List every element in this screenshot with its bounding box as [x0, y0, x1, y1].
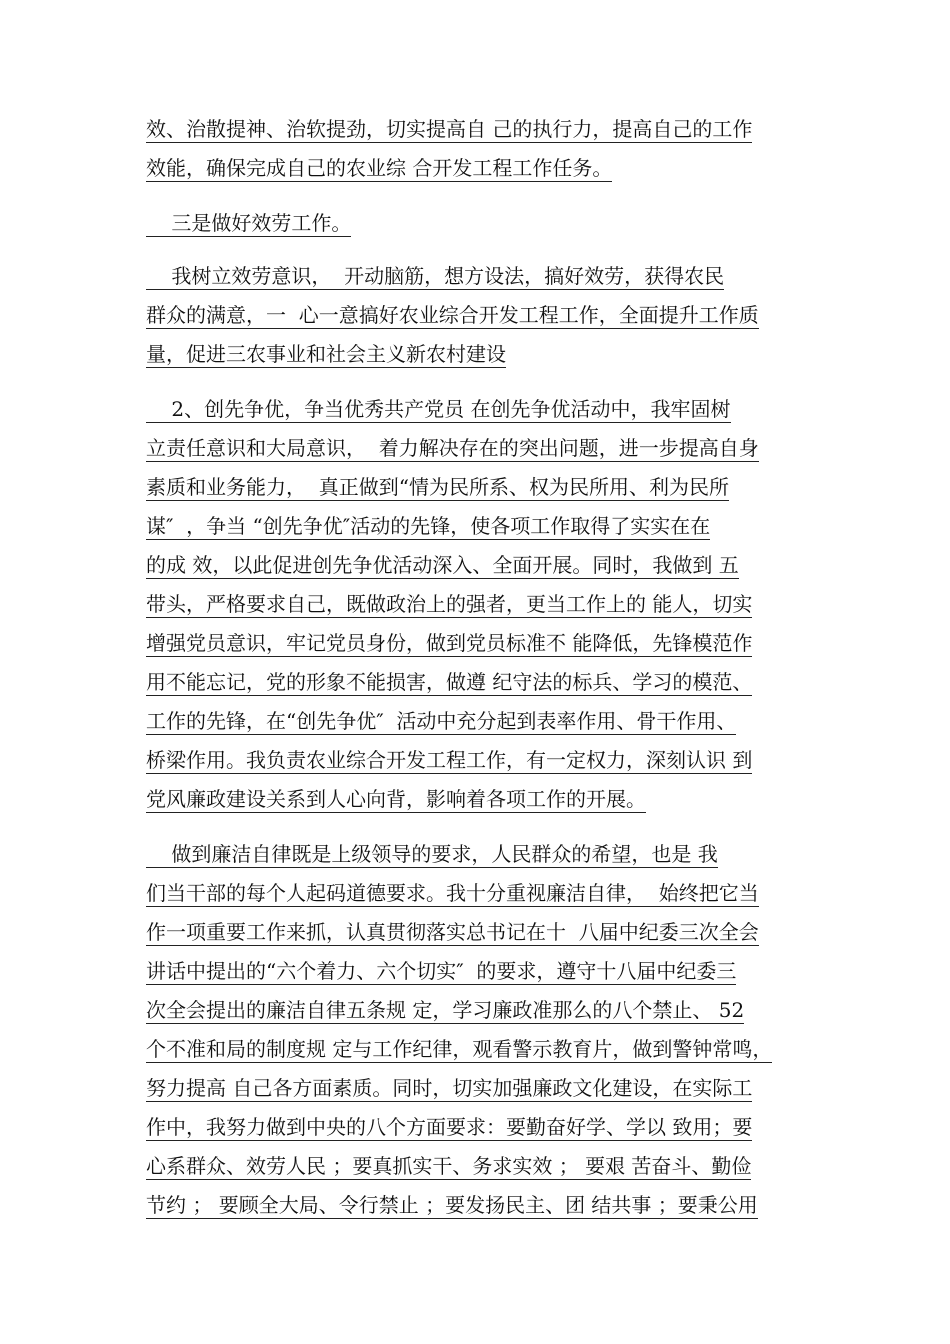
- text-line: 群众的满意，一 心一意搞好农业综合开发工程工作，全面提升工作质: [146, 303, 759, 327]
- text-line: 2、创先争优，争当优秀共产党员 在创先争优活动中，我牢固树: [146, 397, 731, 421]
- text-line: 立责任意识和大局意识， 着力解决存在的突出问题，进一步提高自身: [146, 436, 759, 460]
- text-line: 效能，确保完成自己的农业综 合开发工程工作任务。: [146, 156, 613, 180]
- text-line: 素质和业务能力， 真正做到“情为民所系、权为民所用、利为民所: [146, 475, 729, 499]
- text-line: 个不准和局的制度规 定与工作纪律，观看警示教育片，做到警钟常鸣，: [146, 1037, 773, 1061]
- text-line: 党风廉政建设关系到人心向背，影响着各项工作的开展。: [146, 787, 646, 811]
- text-line: 努力提高 自己各方面素质。同时，切实加强廉政文化建设，在实际工: [146, 1076, 753, 1100]
- text-line: 增强党员意识，牢记党员身份，做到党员标准不 能降低，先锋模范作: [146, 631, 753, 655]
- text-line: 效、治散提神、治软提劲，切实提高自 己的执行力，提高自己的工作: [146, 117, 753, 141]
- text-line: 用不能忘记，党的形象不能损害，做遵 纪守法的标兵、学习的模范、: [146, 670, 753, 694]
- paragraph-excellence: [146, 390, 836, 819]
- text-line: 节约 ； 要顾全大局、令行禁止 ；要发扬民主、团 结共事 ；要秉公用: [146, 1193, 758, 1217]
- text-line: 次全会提出的廉洁自律五条规 定，学习廉政准那么的八个禁止、 52: [146, 998, 745, 1022]
- text-line: 作中，我努力做到中央的八个方面要求：要勤奋好学、学以 致用；要: [146, 1115, 753, 1139]
- text-line: 谋″ ，争当 “创先争优″活动的先锋，使各项工作取得了实实在在: [146, 514, 711, 538]
- text-line: 桥梁作用。我负责农业综合开发工程工作，有一定权力，深刻认识 到: [146, 748, 753, 772]
- paragraph-service: [146, 257, 836, 374]
- text-line: 量，促进三农事业和社会主义新农村建设: [146, 342, 506, 366]
- text-line: 工作的先锋，在“创先争优″ 活动中充分起到表率作用、骨干作用、: [146, 709, 737, 733]
- text-line: 我树立效劳意识， 开动脑筋，想方设法，搞好效劳，获得农民: [146, 264, 725, 288]
- text-line: 的成 效，以此促进创先争优活动深入、全面开展。同时，我做到 五: [146, 553, 739, 577]
- text-line: 带头，严格要求自己，既做政治上的强者，更当工作上的 能人，切实: [146, 592, 753, 616]
- text-line: 们当干部的每个人起码道德要求。我十分重视廉洁自律， 始终把它当: [146, 881, 759, 905]
- text-line: 作一项重要工作来抓，认真贯彻落实总书记在十 八届中纪委三次全会: [146, 920, 759, 944]
- text-line: 做到廉洁自律既是上级领导的要求，人民群众的希望，也是 我: [146, 842, 718, 866]
- text-line: 讲话中提出的“六个着力、六个切实″ 的要求，遵守十八届中纪委三: [146, 959, 737, 983]
- text-line: 三是做好效劳工作。: [146, 211, 352, 235]
- paragraph-service-heading: [146, 204, 836, 243]
- paragraph-integrity: [146, 835, 836, 1225]
- text-line: 心系群众、效劳人民 ；要真抓实干、务求实效 ； 要艰 苦奋斗、勤俭: [146, 1154, 752, 1178]
- paragraph-execution: [146, 110, 836, 188]
